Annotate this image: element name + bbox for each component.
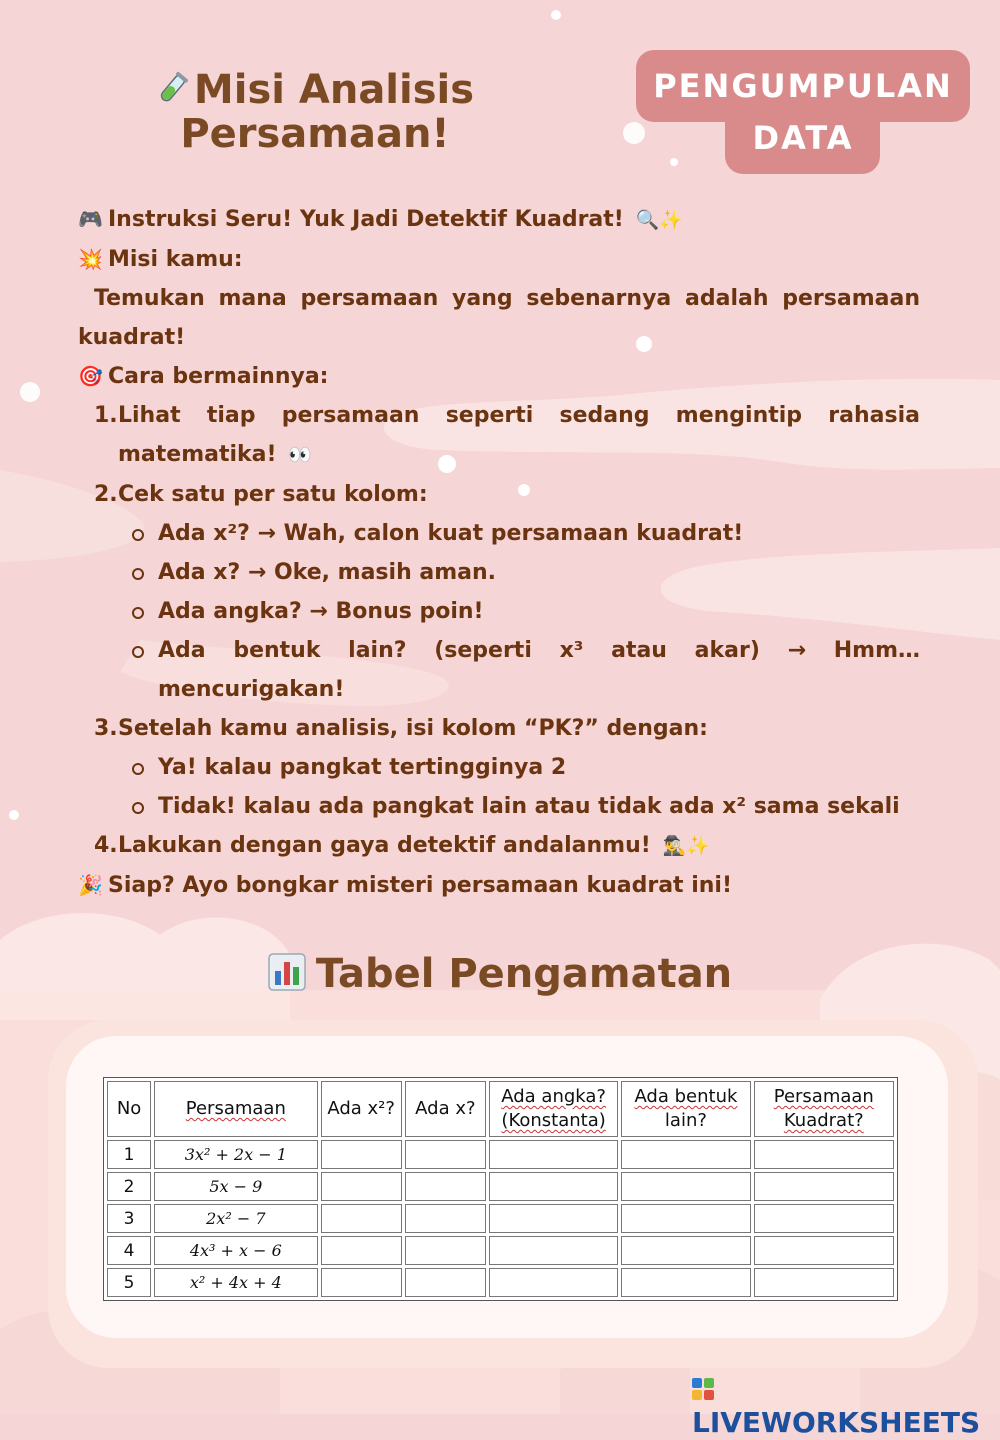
step-number: 3.: [94, 716, 118, 741]
table-row: [107, 1204, 894, 1233]
answer-cell-is-quadratic[interactable]: [754, 1268, 894, 1297]
col-header-text: Ada x?: [415, 1098, 476, 1119]
howto-label-row: [78, 357, 920, 396]
test-tube-icon: [156, 71, 190, 105]
instructions-heading: [78, 200, 920, 240]
answer-cell-has-x[interactable]: [405, 1204, 486, 1233]
col-header-text: (Konstanta): [501, 1110, 606, 1131]
col-header-text: Ada angka?: [501, 1086, 606, 1107]
step-text: Lihat tiap persamaan seperti sedang mengintip rahasia matematika!: [118, 403, 920, 467]
answer-cell-has-x2[interactable]: [321, 1268, 402, 1297]
step-item: [78, 709, 920, 826]
answer-cell-has-constant[interactable]: [489, 1204, 618, 1233]
col-header-is-quadratic: [754, 1081, 894, 1137]
closing-text: Siap? Ayo bongkar misteri persamaan kuadrat ini!: [108, 873, 732, 898]
sub-list: [118, 514, 920, 709]
table-row: [107, 1268, 894, 1297]
badge-line-2: DATA: [752, 119, 854, 157]
answer-cell-other-form[interactable]: [621, 1204, 750, 1233]
col-header-has-x: [405, 1081, 486, 1137]
step-item: [78, 475, 920, 709]
row-equation: x² + 4x + 4: [154, 1268, 317, 1297]
table-row: [107, 1172, 894, 1201]
section-badge: [636, 60, 970, 164]
sub-item: Ada bentuk lain? (seperti x³ atau akar) → Hmm… mencurigakan!: [118, 631, 920, 709]
eyes-icon: 👀: [288, 444, 312, 466]
howto-label: Cara bermainnya:: [108, 364, 329, 389]
answer-cell-is-quadratic[interactable]: [754, 1140, 894, 1169]
col-header-text: Persamaan: [773, 1086, 874, 1107]
sub-item: Ada angka? → Bonus poin!: [118, 592, 920, 631]
mission-label-row: [78, 240, 920, 279]
answer-cell-has-constant[interactable]: [489, 1268, 618, 1297]
table-heading-text: Tabel Pengamatan: [315, 951, 733, 997]
bar-chart-icon: [268, 953, 306, 991]
page-title: [150, 68, 480, 156]
row-number: 4: [107, 1236, 151, 1265]
sub-item: Ya! kalau pangkat tertingginya 2: [118, 748, 920, 787]
col-header-text: Kuadrat?: [783, 1110, 864, 1131]
title-line-1: Misi Analisis: [193, 67, 475, 113]
logo-text: LIVEWORKSHEETS: [692, 1406, 981, 1439]
answer-cell-has-constant[interactable]: [489, 1236, 618, 1265]
sub-item: Tidak! kalau ada pangkat lain atau tidak ada x² sama sekali: [118, 787, 920, 826]
answer-cell-has-x[interactable]: [405, 1140, 486, 1169]
row-equation: 2x² − 7: [154, 1204, 317, 1233]
row-equation: 3x² + 2x − 1: [154, 1140, 317, 1169]
mission-label: Misi kamu:: [108, 247, 243, 272]
col-header-has-x2: [321, 1081, 402, 1137]
step-number: 4.: [94, 833, 118, 858]
col-header-has-constant: [489, 1081, 618, 1137]
col-header-text: lain?: [664, 1110, 707, 1131]
row-number: 2: [107, 1172, 151, 1201]
row-number: 1: [107, 1140, 151, 1169]
col-header-text: Ada bentuk: [634, 1086, 738, 1107]
magnifier-sparkles-icon: 🔍✨: [635, 209, 683, 231]
table-header-row: [107, 1081, 894, 1137]
answer-cell-other-form[interactable]: [621, 1172, 750, 1201]
step-text: Cek satu per satu kolom:: [118, 482, 428, 507]
sub-item: Ada x? → Oke, masih aman.: [118, 553, 920, 592]
badge-line-1: PENGUMPULAN: [653, 67, 953, 105]
step-text: Setelah kamu analisis, isi kolom “PK?” dengan:: [118, 716, 708, 741]
answer-cell-has-constant[interactable]: [489, 1140, 618, 1169]
col-header-no: [107, 1081, 151, 1137]
answer-cell-has-x[interactable]: [405, 1172, 486, 1201]
row-number: 5: [107, 1268, 151, 1297]
step-number: 1.: [94, 403, 118, 428]
step-text: Lakukan dengan gaya detektif andalanmu!: [118, 833, 651, 858]
row-equation: 4x³ + x − 6: [154, 1236, 317, 1265]
answer-cell-has-x2[interactable]: [321, 1204, 402, 1233]
mission-text: Temukan mana persamaan yang sebenarnya adalah persamaan kuadrat!: [78, 286, 920, 350]
row-number: 3: [107, 1204, 151, 1233]
answer-cell-other-form[interactable]: [621, 1268, 750, 1297]
answer-cell-other-form[interactable]: [621, 1140, 750, 1169]
col-header-text: Persamaan: [185, 1098, 286, 1119]
detective-sparkles-icon: 🕵️‍♂️✨: [662, 835, 710, 857]
answer-cell-other-form[interactable]: [621, 1236, 750, 1265]
step-item: [78, 396, 920, 475]
table-row: [107, 1236, 894, 1265]
answer-cell-has-x[interactable]: [405, 1268, 486, 1297]
answer-cell-has-constant[interactable]: [489, 1172, 618, 1201]
col-header-text: Ada x²?: [327, 1098, 395, 1119]
game-controller-icon: 🎮: [78, 207, 103, 231]
liveworksheets-logo[interactable]: [692, 1372, 1000, 1439]
closing-row: [78, 866, 920, 905]
answer-cell-is-quadratic[interactable]: [754, 1236, 894, 1265]
step-item: [78, 826, 920, 866]
col-header-equation: [154, 1081, 317, 1137]
party-popper-icon: 🎉: [78, 873, 103, 897]
step-number: 2.: [94, 482, 118, 507]
sub-item: Ada x²? → Wah, calon kuat persamaan kuadrat!: [118, 514, 920, 553]
collision-icon: 💥: [78, 247, 103, 271]
col-header-other-form: [621, 1081, 750, 1137]
observation-table: [103, 1077, 898, 1301]
steps-list: [78, 396, 920, 866]
col-header-text: No: [116, 1098, 142, 1119]
title-line-2: Persamaan!: [180, 111, 450, 157]
answer-cell-has-x2[interactable]: [321, 1172, 402, 1201]
answer-cell-has-x[interactable]: [405, 1236, 486, 1265]
answer-cell-has-x2[interactable]: [321, 1140, 402, 1169]
row-equation: 5x − 9: [154, 1172, 317, 1201]
table-heading: [0, 948, 1000, 1000]
instructions-heading-text: Instruksi Seru! Yuk Jadi Detektif Kuadrat!: [108, 207, 624, 232]
instructions: [78, 200, 920, 905]
table-row: [107, 1140, 894, 1169]
answer-cell-is-quadratic[interactable]: [754, 1172, 894, 1201]
liveworksheets-logo-icon: [692, 1378, 714, 1400]
sub-list: [118, 748, 920, 826]
answer-cell-has-x2[interactable]: [321, 1236, 402, 1265]
target-icon: 🎯: [78, 364, 103, 388]
answer-cell-is-quadratic[interactable]: [754, 1204, 894, 1233]
